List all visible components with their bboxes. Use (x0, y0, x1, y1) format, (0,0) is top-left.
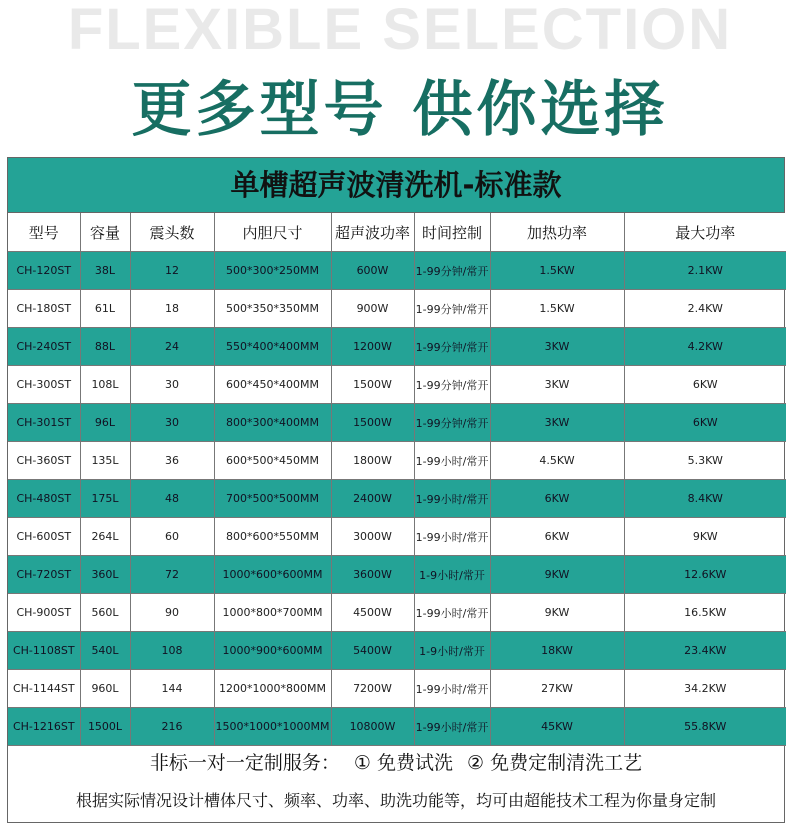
cell-timer: 1-99分钟/常开 (414, 290, 490, 328)
cell-max-power: 2.4KW (624, 290, 786, 328)
cell-tank-size: 1000*800*700MM (214, 594, 331, 632)
cell-model: CH-600ST (8, 518, 80, 556)
cell-transducers: 72 (130, 556, 214, 594)
cell-heating-power: 1.5KW (490, 290, 624, 328)
cell-timer: 1-99分钟/常开 (414, 328, 490, 366)
cell-tank-size: 550*400*400MM (214, 328, 331, 366)
cell-tank-size: 700*500*500MM (214, 480, 331, 518)
cell-max-power: 6KW (624, 366, 786, 404)
cell-capacity: 135L (80, 442, 130, 480)
table-row (8, 290, 786, 328)
cell-ultrasonic-power: 1500W (331, 404, 414, 442)
cell-ultrasonic-power: 4500W (331, 594, 414, 632)
cell-max-power: 8.4KW (624, 480, 786, 518)
cell-heating-power: 18KW (490, 632, 624, 670)
cell-max-power: 12.6KW (624, 556, 786, 594)
cell-ultrasonic-power: 10800W (331, 708, 414, 746)
header-max-power: 最大功率 (624, 213, 786, 252)
cell-model: CH-900ST (8, 594, 80, 632)
cell-ultrasonic-power: 900W (331, 290, 414, 328)
cell-ultrasonic-power: 1800W (331, 442, 414, 480)
cell-max-power: 9KW (624, 518, 786, 556)
header-tank-size: 内胆尺寸 (214, 213, 331, 252)
cell-tank-size: 500*300*250MM (214, 252, 331, 290)
cell-model: CH-360ST (8, 442, 80, 480)
cell-capacity: 96L (80, 404, 130, 442)
cell-ultrasonic-power: 1500W (331, 366, 414, 404)
cell-timer: 1-99分钟/常开 (414, 252, 490, 290)
table-row (8, 480, 786, 518)
cell-heating-power: 27KW (490, 670, 624, 708)
cell-ultrasonic-power: 5400W (331, 632, 414, 670)
cell-ultrasonic-power: 7200W (331, 670, 414, 708)
cell-heating-power: 6KW (490, 518, 624, 556)
cell-capacity: 38L (80, 252, 130, 290)
footer (7, 737, 785, 823)
background-title: FLEXIBLE SELECTION (67, 0, 733, 62)
cell-tank-size: 600*500*450MM (214, 442, 331, 480)
cell-heating-power: 9KW (490, 556, 624, 594)
cell-timer: 1-99小时/常开 (414, 518, 490, 556)
cell-model: CH-240ST (8, 328, 80, 366)
table-row (8, 556, 786, 594)
cell-transducers: 216 (130, 708, 214, 746)
cell-heating-power: 45KW (490, 708, 624, 746)
cell-heating-power: 9KW (490, 594, 624, 632)
table-row (8, 632, 786, 670)
cell-ultrasonic-power: 600W (331, 252, 414, 290)
cell-transducers: 60 (130, 518, 214, 556)
cell-timer: 1-9小时/常开 (414, 632, 490, 670)
cell-tank-size: 500*350*350MM (214, 290, 331, 328)
cell-transducers: 36 (130, 442, 214, 480)
cell-max-power: 6KW (624, 404, 786, 442)
cell-timer: 1-9小时/常开 (414, 556, 490, 594)
table-row (8, 366, 786, 404)
cell-max-power: 16.5KW (624, 594, 786, 632)
cell-ultrasonic-power: 1200W (331, 328, 414, 366)
cell-tank-size: 1200*1000*800MM (214, 670, 331, 708)
cell-capacity: 560L (80, 594, 130, 632)
cell-transducers: 48 (130, 480, 214, 518)
cell-timer: 1-99小时/常开 (414, 594, 490, 632)
cell-transducers: 30 (130, 366, 214, 404)
header-model: 型号 (8, 213, 80, 252)
cell-model: CH-1108ST (8, 632, 80, 670)
cell-model: CH-1144ST (8, 670, 80, 708)
cell-tank-size: 1000*600*600MM (214, 556, 331, 594)
cell-heating-power: 6KW (490, 480, 624, 518)
cell-capacity: 1500L (80, 708, 130, 746)
cell-timer: 1-99小时/常开 (414, 442, 490, 480)
cell-timer: 1-99小时/常开 (414, 708, 490, 746)
cell-model: CH-301ST (8, 404, 80, 442)
cell-ultrasonic-power: 3600W (331, 556, 414, 594)
cell-model: CH-300ST (8, 366, 80, 404)
cell-timer: 1-99分钟/常开 (414, 404, 490, 442)
cell-capacity: 264L (80, 518, 130, 556)
cell-ultrasonic-power: 2400W (331, 480, 414, 518)
cell-transducers: 18 (130, 290, 214, 328)
table-row (8, 670, 786, 708)
cell-timer: 1-99分钟/常开 (414, 366, 490, 404)
cell-transducers: 108 (130, 632, 214, 670)
cell-capacity: 88L (80, 328, 130, 366)
cell-timer: 1-99小时/常开 (414, 670, 490, 708)
cell-capacity: 960L (80, 670, 130, 708)
service-free-trial: ① 免费试洗 (353, 752, 453, 774)
cell-tank-size: 800*600*550MM (214, 518, 331, 556)
cell-timer: 1-99小时/常开 (414, 480, 490, 518)
header-heating-power: 加热功率 (490, 213, 624, 252)
table-title: 单槽超声波清洗机-标准款 (8, 158, 784, 213)
table-header-row (8, 213, 786, 252)
cell-max-power: 34.2KW (624, 670, 786, 708)
table-row (8, 442, 786, 480)
cell-heating-power: 3KW (490, 366, 624, 404)
cell-tank-size: 1500*1000*1000MM (214, 708, 331, 746)
cell-model: CH-1216ST (8, 708, 80, 746)
cell-ultrasonic-power: 3000W (331, 518, 414, 556)
cell-model: CH-180ST (8, 290, 80, 328)
table-row (8, 252, 786, 290)
spec-table-container (7, 157, 785, 823)
customization-note: 根据实际情况设计槽体尺寸、频率、功率、助洗功能等，均可由超能技术工程为你量身定制 (75, 791, 716, 810)
cell-capacity: 175L (80, 480, 130, 518)
service-line (7, 749, 785, 777)
cell-transducers: 24 (130, 328, 214, 366)
cell-heating-power: 4.5KW (490, 442, 624, 480)
header-transducers: 震头数 (130, 213, 214, 252)
cell-transducers: 30 (130, 404, 214, 442)
service-custom-process: ② 免费定制清洗工艺 (467, 752, 643, 774)
header-capacity: 容量 (80, 213, 130, 252)
cell-capacity: 61L (80, 290, 130, 328)
cell-transducers: 90 (130, 594, 214, 632)
cell-heating-power: 1.5KW (490, 252, 624, 290)
service-label: 非标一对一定制服务： (149, 752, 340, 774)
cell-capacity: 360L (80, 556, 130, 594)
cell-model: CH-720ST (8, 556, 80, 594)
table-row (8, 404, 786, 442)
cell-heating-power: 3KW (490, 328, 624, 366)
cell-heating-power: 3KW (490, 404, 624, 442)
cell-transducers: 144 (130, 670, 214, 708)
cell-model: CH-120ST (8, 252, 80, 290)
table-row (8, 518, 786, 556)
cell-max-power: 23.4KW (624, 632, 786, 670)
cell-max-power: 55.8KW (624, 708, 786, 746)
cell-capacity: 540L (80, 632, 130, 670)
cell-tank-size: 800*300*400MM (214, 404, 331, 442)
page-title: 更多型号 供你选择 (131, 75, 669, 145)
table-row (8, 594, 786, 632)
cell-tank-size: 1000*900*600MM (214, 632, 331, 670)
cell-max-power: 2.1KW (624, 252, 786, 290)
spec-table (8, 213, 786, 746)
cell-max-power: 5.3KW (624, 442, 786, 480)
cell-model: CH-480ST (8, 480, 80, 518)
cell-transducers: 12 (130, 252, 214, 290)
cell-capacity: 108L (80, 366, 130, 404)
cell-tank-size: 600*450*400MM (214, 366, 331, 404)
cell-max-power: 4.2KW (624, 328, 786, 366)
header-timer: 时间控制 (414, 213, 490, 252)
header-ultrasonic-power: 超声波功率 (331, 213, 414, 252)
table-row (8, 328, 786, 366)
